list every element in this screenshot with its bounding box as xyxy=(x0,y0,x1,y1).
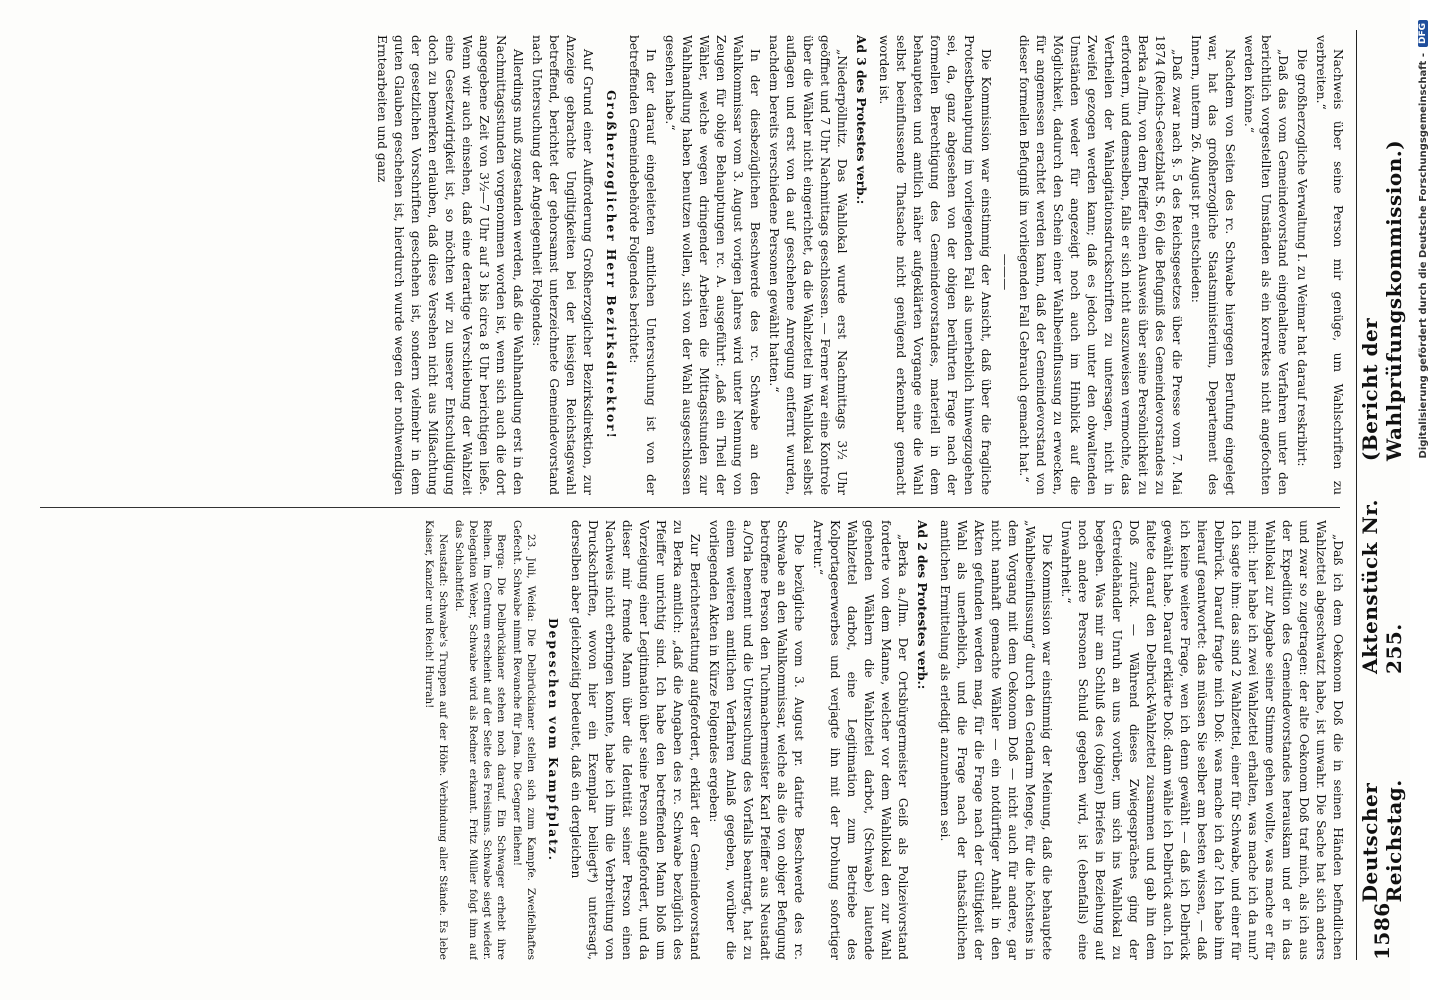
paragraph: Die großherzogliche Verwaltung I. zu Weimar hat darauf reskribirt: xyxy=(1295,49,1309,467)
paragraph: Auf Grund einer Aufforderung Großherzoglicher Bezirksdirektion, zur Anzeige gebrachte Ungiltigkeiten bei der hiesigen Reichstagswahl betreffend, berichtet der gehorsamst unterzeichnete Gemeindevorstand nach Untersuchung der Angelegenheit Folgendes: xyxy=(530,35,595,495)
left-text-column xyxy=(30,520,1346,960)
section-heading: Ad 3 des Protestes verb.: xyxy=(854,35,868,205)
paragraph: Die bezügliche vom 3. August pr. datirte Beschwerde des rc. Schwabe an den Wahlkommissar, welche als die von obiger Befugung betroffene Person den Tuchmachermeister Karl Pfeiffer aus Neustadt a./Orla benennt und die Untersuchung des Vorfalls beantragt, hat zu einem weiteren amtlichen Verfahren Anlaß gegeben, worüber die vorliegenden Akten in Kürze Folgendes ergeben: xyxy=(707,520,806,960)
centered-heading: Großherzoglicher Herr Bezirksdirektor! xyxy=(604,90,618,440)
small-paragraph: 23. Juli, Weida: Die Delbrückianer stellen sich zum Kampfe. Zweifelhaftes Gefecht. Schwabe nimmt Revanche für Jena. Die Gegner fliehen! xyxy=(511,520,537,960)
paragraph: In der darauf eingeleiteten amtlichen Untersuchung ist von der betreffenden Gemeindebehörde Folgendes berichtet: xyxy=(627,35,658,495)
credit-text: Digitalisierung gefördert durch die Deutsche Forschungsgemeinschaft - xyxy=(1417,53,1429,459)
dfg-logo: DFG xyxy=(1418,20,1428,47)
paragraph: „Daß ich dem Oekonom Doß die in seinen Händen befindlichen Wahlzettel abgeschwatzt habe, ist unwahr. Die Sache hat sich anders und zwar so zugetragen: der alte Oekonom Doß traf mich, als ich aus der Expedition des Gemeindevorstandes herauskam und er in das Wahllokal zur Abgabe seiner Stimme gehen wollte, was mache er für mich: hier habe ich zwei Wahlzettel erhalten, was mache ich da nun? Ich sagte ihm: das sind 2 Wahlzettel, einer für Schwabe, und einer für Delbrück. Darauf fragte mich Doß: was mache ich da? Ich habe ihm hierauf geantwortet: das müssen Sie selber am besten wissen, — daß ich keine weitere Frage, wen ich denn gewählt — daß ich Delbrück gewählt habe. Darauf erklärte Doß: dann wähle ich Delbrück auch. Ich faltete darauf den Delbrück-Wahlzettel zusammen und gab ihn dem Doß zurück. — Während dieses Zwiegespräches ging der Getreidehändler Unruh an uns vorüber, um sich ins Wahllokal zu begeben. Was mir am Schluß des (obigen) Briefes in Beziehung auf noch andere Personen Schuld gegeben wird, ist (ebenfalls) eine Unwahrheit.“ xyxy=(1059,520,1345,960)
small-paragraph: Neustadt: Schwabe's Truppen auf der Höhe. Verbindung aller Stände. Es lebe Kaiser, Kanzler und Reich! Hurrah! xyxy=(423,520,449,960)
page-header xyxy=(1358,30,1406,960)
paragraph: Allerdings muß zugestanden werden, daß die Wahlhandlung erst in den Nachmittagsstunden vorgenommen worden ist, wenn sich auch die dort angegebene Zeit von 3½—7 Uhr auf 3 bis circa 8 Uhr berichtigen ließe. Wenn wir auch einsehen, daß eine derartige Verschiebung der Wahlzeit eine Gesetzwidrigkeit ist, so möchten wir zu unserer Entschuldigung doch zu bemerken erlauben, daß diese Versehen nicht aus Mißachtung der gesetzlichen Vorschriften geschehen ist, sondern vielmehr in dem guten Glauben geschehen ist, hierdurch wurde wegen der nothwendigen Erntearbeiten und ganz xyxy=(375,35,525,495)
paragraph: Die Kommission war einstimmig der Ansicht, daß über die fragliche Protestbehauptung im vorliegenden Fall als unerheblich hinwegzugehen sei, da, ganz abgesehen von der obigen berührten Frage nach der formellen Berechtigung des Gemeindevorstandes, materiell in dem behaupteten und amtlich näher aufgeklärten Vorgange eine die Wahl selbst beeinflussende Thatsache nicht genügend erkennbar gemacht worden ist. xyxy=(877,35,993,495)
paragraph: In der diesbezüglichen Beschwerde des rc. Schwabe an den Wahlkommissar vom 3. August vorigen Jahres wird unter Nennung von Zeugen für obige Behauptungen rc. A. ausgeführt: „daß ein Theil der Wähler, welche wegen dringender Arbeiten die Mittagsstunden zur Wahlhandlung haben benutzen wollen, sich von der Wahl ausgeschlossen gesehen habe.“ xyxy=(663,35,762,495)
section-title: (Bericht der Wahlprüfungskommission.) xyxy=(1358,139,1406,462)
paragraph: Zur Berichterstattung aufgefordert, erklärt der Gemeindevorstand zu Berka amtlich: „daß die Angaben des rc. Schwabe bezüglich des Pfeiffer unrichtig sind. Ich habe den betreffenden Mann bloß um Vorzeigung einer Legitimation über seine Person aufgefordert, und da dieser mir fremde Mann über die Identität seiner Person einen Nachweis nicht erbringen konnte, habe ich ihm die Verbreitung von Druckschriften, wovon hier ein Exemplar beiliegt*) untersagt, derselben aber gleichzeitig bedeutet, daß ein dergleichen xyxy=(569,520,702,960)
header-rule xyxy=(1356,30,1357,960)
paragraph: Nachdem von Seiten des rc. Schwabe hiergegen Berufung eingelegt war, hat das großherzogliche Staatsministerium, Departement des Innern, unterm 26. August pr. entschieden: xyxy=(1189,35,1237,495)
page-number: 1586 xyxy=(1370,902,1394,960)
paragraph: „Daß zwar nach §. 5 des Reichsgesetzes über die Presse vom 7. Mai 1874 (Reichs-Gesetzblatt S. 66) die Befugniß des Gemeindevorstandes zu Berka a./Ilm, von dem Pfeiffer einen Ausweis über seine Persönlichkeit zu erfordern, und demselben, falls er sich nicht auszuweisen vermochte, das Vertheilen der Wahlagitationsdruckschriften zu untersagen, nicht in Zweifel gezogen werden kann; daß es jedoch unter den obwaltenden Umständen weder für angezeigt noch auch im Hinblick auf die Möglichkeit, dadurch den Schein einer Wahlbeeinflussung zu erwecken, für angemessen erachtet werden kann, daß der Gemeindevorstand von dieser formellen Befugniß im vorliegenden Fall Gebrauch gemacht hat.“ xyxy=(1017,35,1184,495)
paragraph: „Niederpöllnitz. Das Wahllokal wurde erst Nachmittags 3½ Uhr geöffnet und 7 Uhr Nachmittags geschlossen. — Ferner war eine Kontrole über die Wähler nicht eingerichtet, da die Wahlzettel im Wahllokal selbst auflagen und erst von da auf geschehene Anregung entfernt wurden, nachdem bereits verschiedene Personen gewählt hatten.“ xyxy=(767,35,849,495)
right-text-column xyxy=(30,35,1346,495)
paragraph: Die Kommission war einstimmig der Meinung, daß die behauptete „Wahlbeeinflussung“ durch den Gendarm Menge, für die höchstens in dem Vorgang mit dem Oekonom Doß — nicht auch für andere, gar nicht namhaft gemachte Wähler — ein notdürftiger Anhalt in den Akten gefunden werden mag, für die Frage nach der Gültigkeit der Wahl als unerheblich, und die Frage nach der thatsächlichen amtlichen Ermittelung als erledigt anzunehmen sei. xyxy=(938,520,1054,960)
digitization-credit xyxy=(1416,20,1430,1000)
paragraph: „Daß das vom Gemeindevorstand eingehaltene Verfahren unter den berichtlich vorgestellten Umständen als ein korrektes nicht angefochten werden könne.“ xyxy=(1242,35,1290,495)
article-number: Aktenstück Nr. 255. xyxy=(1358,499,1406,674)
separator: ——— xyxy=(998,253,1012,291)
small-paragraph: Berga: Die Delbrückianer stehen noch darauf. Ein Schwager erhebt ihre Reihen. Im Centrum erscheint auf der Seite des Freisinns. Schwabe siegt wieder. Delegation Weber, Schwabe wird als Redner erkannt. Fritz Müller folgt ihm auf das Schlachtfeld. xyxy=(453,520,507,960)
centered-heading: Depeschen vom Kampfplatz. xyxy=(546,618,560,862)
section-heading: Ad 2 des Protestes verb.: xyxy=(915,520,929,690)
paragraph: Nachweis über seine Person mir genüge, um Wahlschriften zu verbreiten.“ xyxy=(1314,35,1345,495)
publication-title: Deutscher Reichstag. xyxy=(1358,779,1406,903)
paragraph: „Berka a./Ilm. Der Ortsbürgermeister Geiß als Polizeivorstand forderte von dem Manne, welcher vor dem Wahllokal den zur Wahl gehenden Wählern die Wahlzettel darbot, (Schwabe) lautende Wahlzettel darbot, eine Legitimation zum Betriebe des Kolportageerwerbes und verjagte ihn mit der Drohung sofortiger Arretur.“ xyxy=(811,520,910,960)
column-divider xyxy=(40,507,1340,508)
